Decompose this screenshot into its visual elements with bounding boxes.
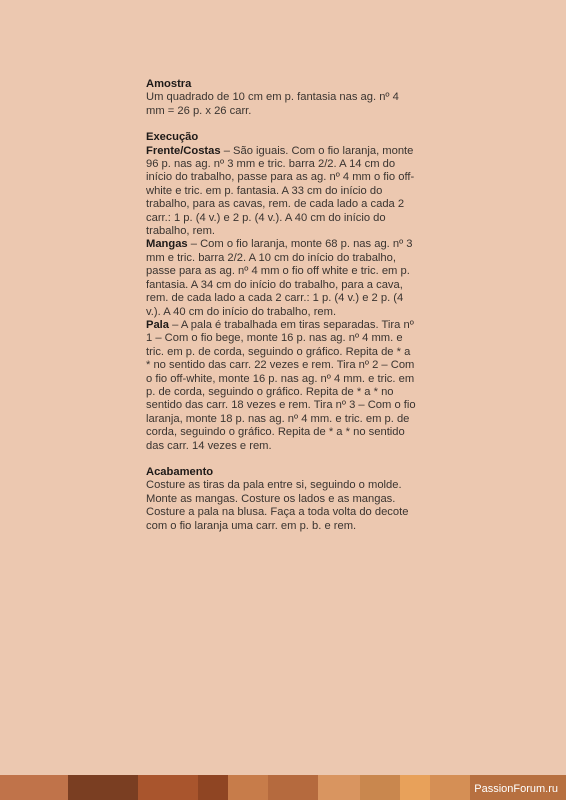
pattern-instructions <box>146 78 416 546</box>
mangas-text: – Com o fio laranja, monte 68 p. nas ag. nº 3 mm e tric. barra 2/2. A 10 cm do início do trabalho, passe para as ag. nº 4 mm o fio off white e tric. em p. fantasia. A 34 cm do início do trabalho, para a cava, rem. de cada lado a cada 2 carr.: 1 p. (4 v.) e 2 p. (4 v.). A 40 cm do início do trabalho, rem. <box>146 238 413 318</box>
frente-costas-text: – São iguais. Com o fio laranja, monte 96 p. nas ag. nº 3 mm e tric. barra 2/2. A 14 cm do início do trabalho, passe para as ag. nº 4 mm o fio off-white e tric. em p. fantasia. A 33 cm do início do trabalho, para as cavas, rem. de cada lado a cada 2 carr.: 1 p. (4 v.) e 2 p. (4 v.). A 40 cm do início do trabalho, rem. <box>146 144 415 238</box>
stripe-segment <box>430 775 470 800</box>
section-amostra <box>146 78 416 118</box>
mangas-label: Mangas <box>146 238 188 251</box>
mangas-paragraph <box>146 238 416 318</box>
pala-paragraph <box>146 319 416 453</box>
frente-costas-label: Frente/Costas <box>146 144 221 157</box>
stripe-segment <box>318 775 360 800</box>
stripe-segment <box>268 775 318 800</box>
pala-label: Pala <box>146 318 170 331</box>
pala-text: – A pala é trabalhada em tiras separadas. Tira nº 1 – Com o fio bege, monte 16 p. nas ag. nº 4 mm. e tric. em p. de corda, seguindo o gráfico. Repita de * a * no sentido das carr. 22 vezes e rem. Tira nº 2 – Com o fio off-white, monte 16 p. nas ag. nº 4 mm. e tric. em p. de corda, seguindo o gráfico. Repita de * a * no sentido das carr. 18 vezes e rem. Tira nº 3 – Com o fio laranja, monte 18 p. nas ag. nº 4 mm. e tric. em p. de corda, seguindo o gráfico. Repita de * a * no sentido das carr. 14 vezes e rem. <box>146 318 416 452</box>
section-acabamento <box>146 466 416 533</box>
heading-execucao: Execução <box>146 131 199 144</box>
section-execucao <box>146 131 416 453</box>
watermark-credit: PassionForum.ru <box>474 783 558 795</box>
stripe-segment <box>360 775 400 800</box>
amostra-text: Um quadrado de 10 cm em p. fantasia nas ag. nº 4 mm = 26 p. x 26 carr. <box>146 91 399 117</box>
stripe-segment <box>400 775 430 800</box>
acabamento-text: Costure as tiras da pala entre si, seguindo o molde. Monte as mangas. Costure os lados e as mangas. Costure a pala na blusa. Faça a toda volta do decote com o fio laranja uma carr. em p. b. e rem. <box>146 479 409 532</box>
stripe-segment <box>198 775 228 800</box>
stripe-segment <box>68 775 138 800</box>
frente-costas-paragraph <box>146 145 416 239</box>
stripe-segment <box>0 775 68 800</box>
stripe-segment <box>228 775 268 800</box>
heading-amostra: Amostra <box>146 78 192 90</box>
stripe-segment <box>138 775 198 800</box>
heading-acabamento: Acabamento <box>146 465 214 478</box>
